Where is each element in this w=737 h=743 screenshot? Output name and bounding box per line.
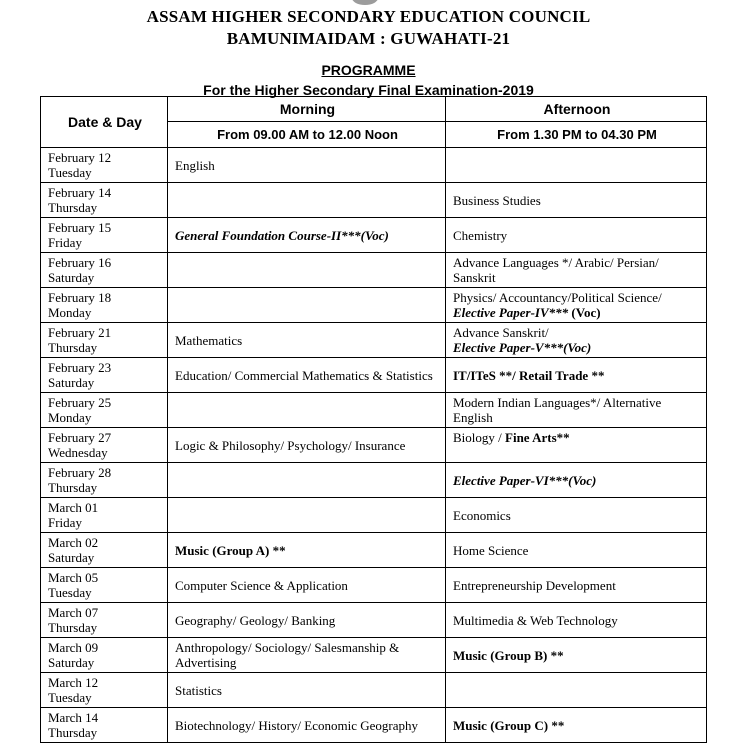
exam-weekday: Saturday: [48, 375, 95, 390]
cell-morning-subject: [168, 148, 446, 183]
cell-afternoon-subject: [446, 708, 707, 743]
morning-text: General Foundation Course-II***(Voc): [175, 227, 389, 243]
exam-weekday: Saturday: [48, 550, 95, 565]
cell-morning-subject: [168, 673, 446, 708]
cell-afternoon-subject: [446, 673, 707, 708]
exam-date: March 07: [48, 605, 99, 620]
exam-weekday: Tuesday: [48, 690, 92, 705]
afternoon-text: Business Studies: [453, 192, 541, 208]
column-header-morning: Morning: [168, 97, 446, 122]
morning-text: Statistics: [175, 682, 222, 698]
table-body: [41, 148, 707, 743]
exam-date: March 09: [48, 640, 99, 655]
cell-date-day: [41, 673, 168, 708]
page-subtitle: For the Higher Secondary Final Examination-2019: [203, 82, 534, 98]
afternoon-text: Elective Paper-IV***: [453, 305, 569, 320]
table-row: [41, 393, 707, 428]
cell-date-day: [41, 428, 168, 463]
cell-morning-subject: [168, 183, 446, 218]
cell-afternoon-subject: [446, 323, 707, 358]
column-header-afternoon-time: From 1.30 PM to 04.30 PM: [446, 122, 707, 148]
exam-weekday: Friday: [48, 515, 82, 530]
morning-text: Mathematics: [175, 332, 243, 348]
cell-date-day: [41, 568, 168, 603]
cell-afternoon-subject: [446, 358, 707, 393]
table-row: [41, 148, 707, 183]
afternoon-text: Multimedia & Web Technology: [453, 612, 618, 628]
cell-date-day: [41, 253, 168, 288]
afternoon-text: Fine Arts**: [505, 430, 570, 445]
cell-date-day: [41, 638, 168, 673]
afternoon-text: Advance Languages */ Arabic/ Persian/ Sanskrit: [453, 255, 659, 285]
cell-date-day: [41, 603, 168, 638]
table-row: [41, 463, 707, 498]
cell-afternoon-subject: [446, 603, 707, 638]
exam-weekday: Friday: [48, 235, 82, 250]
exam-weekday: Thursday: [48, 620, 98, 635]
table-head: [41, 97, 707, 148]
exam-date: February 15: [48, 220, 112, 235]
afternoon-text: Elective Paper-V***(Voc): [453, 340, 592, 355]
cell-afternoon-subject: [446, 183, 707, 218]
cell-afternoon-subject: [446, 638, 707, 673]
cell-afternoon-subject: [446, 218, 707, 253]
cell-afternoon-subject: [446, 428, 707, 463]
exam-date: February 25: [48, 395, 112, 410]
column-header-afternoon: Afternoon: [446, 97, 707, 122]
afternoon-text: Music (Group B) **: [453, 647, 564, 663]
column-header-date-day: Date & Day: [41, 97, 168, 148]
table-row: [41, 673, 707, 708]
morning-text: Biotechnology/ History/ Economic Geography: [175, 717, 418, 733]
morning-text: Geography/ Geology/ Banking: [175, 612, 336, 628]
table-row: [41, 323, 707, 358]
afternoon-text: Elective Paper-VI***(Voc): [453, 472, 597, 488]
exam-date: February 18: [48, 290, 112, 305]
cell-morning-subject: [168, 288, 446, 323]
exam-weekday: Thursday: [48, 725, 98, 740]
cell-date-day: [41, 463, 168, 498]
organization-address: BAMUNIMAIDAM : GUWAHATI-21: [226, 29, 511, 48]
cell-morning-subject: [168, 498, 446, 533]
afternoon-text: Entrepreneurship Development: [453, 577, 616, 593]
exam-weekday: Monday: [48, 305, 92, 320]
morning-text: Logic & Philosophy/ Psychology/ Insurance: [175, 437, 406, 453]
exam-date: March 02: [48, 535, 99, 550]
cell-morning-subject: [168, 358, 446, 393]
page-title: PROGRAMME: [321, 62, 416, 78]
table-row: [41, 358, 707, 393]
morning-text: Music (Group A) **: [175, 542, 286, 558]
cell-morning-subject: [168, 708, 446, 743]
exam-schedule-table: [40, 96, 707, 743]
table-row: [41, 708, 707, 743]
council-logo-icon: [352, 0, 378, 5]
cell-date-day: [41, 708, 168, 743]
cell-date-day: [41, 533, 168, 568]
afternoon-text: Physics/ Accountancy/Political Science/: [453, 290, 662, 305]
cell-afternoon-subject: [446, 393, 707, 428]
organization-name: ASSAM HIGHER SECONDARY EDUCATION COUNCIL: [146, 7, 591, 26]
exam-weekday: Thursday: [48, 480, 98, 495]
table-row: [41, 253, 707, 288]
cell-morning-subject: [168, 218, 446, 253]
exam-date: February 27: [48, 430, 112, 445]
exam-date: February 23: [48, 360, 112, 375]
cell-morning-subject: [168, 253, 446, 288]
table-header-row-sessions: [41, 97, 707, 122]
column-header-morning-time: From 09.00 AM to 12.00 Noon: [168, 122, 446, 148]
schedule-table-container: [40, 96, 706, 743]
cell-morning-subject: [168, 428, 446, 463]
logo-shape: [352, 0, 378, 5]
exam-date: March 01: [48, 500, 99, 515]
exam-weekday: Wednesday: [48, 445, 108, 460]
cell-afternoon-subject: [446, 148, 707, 183]
table-row: [41, 533, 707, 568]
exam-weekday: Thursday: [48, 200, 98, 215]
table-row: [41, 288, 707, 323]
document-heading: [0, 0, 737, 99]
cell-morning-subject: [168, 463, 446, 498]
cell-afternoon-subject: [446, 533, 707, 568]
exam-date: March 12: [48, 675, 99, 690]
morning-text: Anthropology/ Sociology/ Salesmanship & Advertising: [175, 640, 400, 670]
cell-afternoon-subject: [446, 568, 707, 603]
table-row: [41, 568, 707, 603]
afternoon-text: Chemistry: [453, 227, 508, 243]
table-row: [41, 638, 707, 673]
cell-date-day: [41, 218, 168, 253]
morning-text: English: [175, 157, 215, 173]
exam-weekday: Saturday: [48, 270, 95, 285]
exam-weekday: Thursday: [48, 340, 98, 355]
exam-weekday: Tuesday: [48, 165, 92, 180]
exam-weekday: Saturday: [48, 655, 95, 670]
cell-date-day: [41, 358, 168, 393]
exam-date: February 21: [48, 325, 112, 340]
cell-afternoon-subject: [446, 253, 707, 288]
afternoon-text: Music (Group C) **: [453, 717, 565, 733]
table-row: [41, 603, 707, 638]
exam-weekday: Monday: [48, 410, 92, 425]
cell-morning-subject: [168, 603, 446, 638]
exam-weekday: Tuesday: [48, 585, 92, 600]
exam-date: February 16: [48, 255, 112, 270]
exam-date: February 28: [48, 465, 112, 480]
afternoon-text: IT/ITeS **/ Retail Trade **: [453, 367, 605, 383]
cell-date-day: [41, 148, 168, 183]
table-row: [41, 428, 707, 463]
exam-date: March 14: [48, 710, 99, 725]
cell-date-day: [41, 183, 168, 218]
afternoon-text: Advance Sanskrit/: [453, 325, 549, 340]
table-row: [41, 498, 707, 533]
afternoon-text: Modern Indian Languages*/ Alternative English: [453, 395, 662, 425]
exam-date: March 05: [48, 570, 99, 585]
cell-afternoon-subject: [446, 288, 707, 323]
morning-text: Education/ Commercial Mathematics & Statistics: [175, 367, 433, 383]
cell-morning-subject: [168, 533, 446, 568]
cell-afternoon-subject: [446, 498, 707, 533]
afternoon-text: (Voc): [568, 305, 601, 320]
exam-date: February 12: [48, 150, 112, 165]
cell-date-day: [41, 323, 168, 358]
cell-morning-subject: [168, 323, 446, 358]
cell-date-day: [41, 393, 168, 428]
exam-date: February 14: [48, 185, 112, 200]
cell-morning-subject: [168, 393, 446, 428]
afternoon-text: Biology /: [453, 430, 506, 445]
cell-date-day: [41, 498, 168, 533]
cell-morning-subject: [168, 568, 446, 603]
cell-morning-subject: [168, 638, 446, 673]
table-row: [41, 218, 707, 253]
cell-date-day: [41, 288, 168, 323]
afternoon-text: Home Science: [453, 542, 529, 558]
table-row: [41, 183, 707, 218]
morning-text: Computer Science & Application: [175, 577, 348, 593]
cell-afternoon-subject: [446, 463, 707, 498]
afternoon-text: Economics: [453, 507, 511, 523]
